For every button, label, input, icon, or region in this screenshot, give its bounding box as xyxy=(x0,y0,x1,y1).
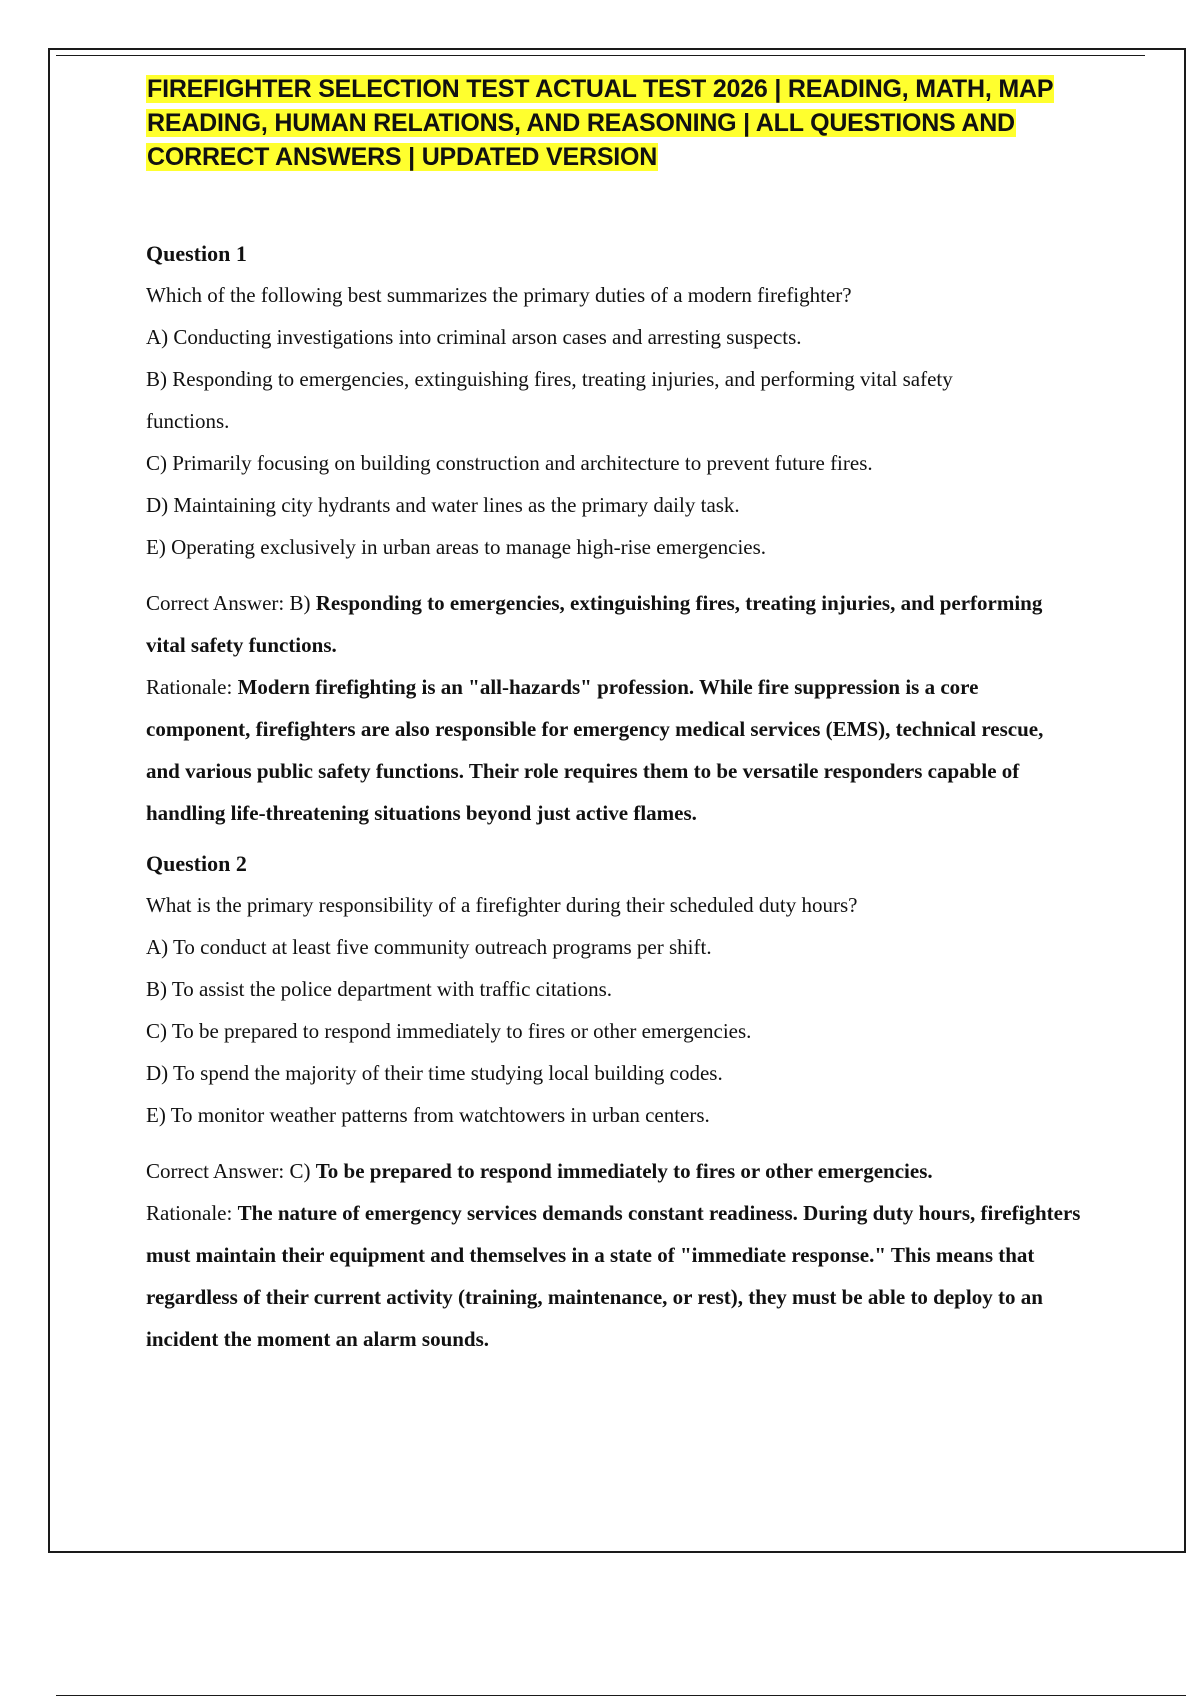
option-c: C) To be prepared to respond immediately to fires or other emergencies. xyxy=(146,1019,752,1043)
question-heading: Question 2 xyxy=(146,851,247,876)
option-b: B) To assist the police department with traffic citations. xyxy=(146,977,613,1001)
question-prompt: What is the primary responsibility of a firefighter during their scheduled duty hours? xyxy=(146,893,858,917)
question-2 xyxy=(146,852,1106,1360)
option-d: D) To spend the majority of their time studying local building codes. xyxy=(146,1061,723,1085)
correct-answer-text: Responding to emergencies, extinguishing fires, treating injuries, and performing vital safety functions. xyxy=(146,591,1043,657)
correct-answer xyxy=(146,582,1066,666)
rationale-text: The nature of emergency services demands constant readiness. During duty hours, firefighters must maintain their equipment and themselves in a state of "immediate response." This means that regardless of their current activity (training, maintenance, or rest), they must be able to deploy to an incident the moment an alarm sounds. xyxy=(146,1201,1081,1351)
question-prompt: Which of the following best summarizes the primary duties of a modern firefighter? xyxy=(146,283,852,307)
question-heading: Question 1 xyxy=(146,241,247,266)
option-c: C) Primarily focusing on building construction and architecture to prevent future fires. xyxy=(146,451,873,475)
rationale xyxy=(146,666,1071,834)
rationale xyxy=(146,1192,1091,1360)
question-1 xyxy=(146,242,1106,834)
option-e: E) To monitor weather patterns from watchtowers in urban centers. xyxy=(146,1103,710,1127)
rationale-text: Modern firefighting is an "all-hazards" profession. While fire suppression is a core component, firefighters are also responsible for emergency medical services (EMS), technical rescue, and various public safety functions. Their role requires them to be versatile responders capable of handling life-threatening situations beyond just active flames. xyxy=(146,675,1044,825)
correct-answer xyxy=(146,1150,1076,1192)
answer-section xyxy=(146,1150,1106,1360)
answer-section xyxy=(146,582,1106,834)
top-rule xyxy=(56,55,1145,56)
document-title xyxy=(146,72,1106,174)
highlighted-title-text: FIREFIGHTER SELECTION TEST ACTUAL TEST 2026 | READING, MATH, MAP READING, HUMAN RELATIONS, AND REASONING | ALL QUESTIONS AND CORRECT ANSWERS | UPDATED VERSION xyxy=(147,75,1054,171)
rationale-label: Rationale: xyxy=(146,675,233,699)
correct-answer-label: Correct Answer: C) xyxy=(146,1159,311,1183)
option-e: E) Operating exclusively in urban areas to manage high-rise emergencies. xyxy=(146,535,767,559)
correct-answer-text: To be prepared to respond immediately to fires or other emergencies. xyxy=(315,1159,933,1183)
rationale-label: Rationale: xyxy=(146,1201,233,1225)
bottom-rule xyxy=(56,1695,1186,1696)
option-b: B) Responding to emergencies, extinguishing fires, treating injuries, and performing vital safety functions. xyxy=(146,367,953,433)
option-a: A) Conducting investigations into criminal arson cases and arresting suspects. xyxy=(146,325,802,349)
document-body xyxy=(146,72,1106,1360)
option-d: D) Maintaining city hydrants and water lines as the primary daily task. xyxy=(146,493,740,517)
correct-answer-label: Correct Answer: B) xyxy=(146,591,311,615)
option-a: A) To conduct at least five community outreach programs per shift. xyxy=(146,935,712,959)
